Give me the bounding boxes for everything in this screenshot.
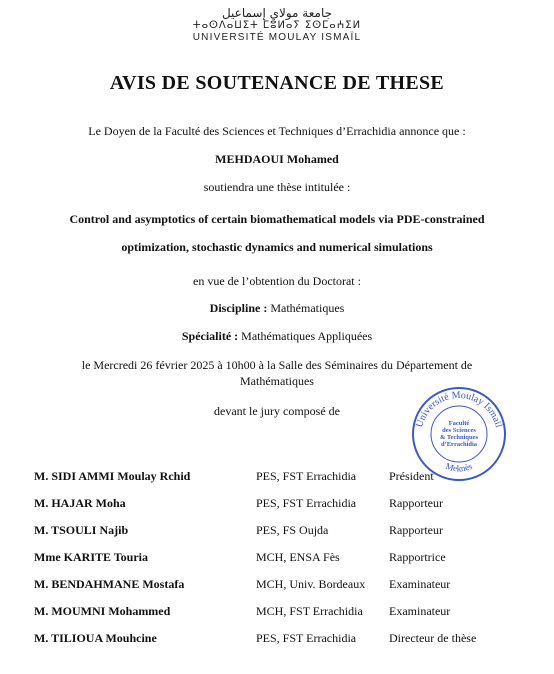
- jury-member-affiliation: PES, FST Errachidia: [256, 469, 357, 483]
- jury-member-affiliation: PES, FST Errachidia: [256, 631, 357, 645]
- stamp-inner-3: & Techniques: [439, 434, 479, 441]
- date-line-1: le Mercredi 26 février 2025 à 10h00 à la Salle des Séminaires du Département de: [81, 358, 473, 372]
- university-logo: [0, 6, 554, 44]
- speciality-line: [0, 329, 554, 344]
- date-line-2: Mathématiques: [240, 374, 314, 388]
- jury-member-role: Examinateur: [389, 604, 451, 618]
- jury-member-name: M. SIDI AMMI Moulay Rchid: [34, 469, 191, 483]
- jury-member-name: M. MOUMNI Mohammed: [34, 604, 171, 618]
- page-title: AVIS DE SOUTENANCE DE THESE: [109, 72, 445, 94]
- logo-arabic-text: جامعة مولاي إسماعيل: [221, 6, 333, 20]
- jury-row: [34, 523, 534, 539]
- stamp-bottom-text: Meknès: [444, 460, 474, 474]
- jury-member-affiliation: MCH, FST Errachidia: [256, 604, 363, 618]
- defense-intro: soutiendra une thèse intitulée :: [203, 180, 351, 194]
- jury-member-name: M. TILIOUA Mouhcine: [34, 631, 157, 645]
- jury-row: [34, 496, 534, 512]
- jury-member-name: M. HAJAR Moha: [34, 496, 126, 510]
- jury-member-affiliation: MCH, Univ. Bordeaux: [256, 577, 366, 591]
- jury-member-affiliation: PES, FST Errachidia: [256, 496, 357, 510]
- jury-member-name: M. TSOULI Najib: [34, 523, 129, 537]
- stamp-inner-1: Faculté: [448, 420, 470, 427]
- discipline-label: Discipline :: [209, 301, 268, 315]
- jury-member-affiliation: MCH, ENSA Fès: [256, 550, 340, 564]
- jury-row: [34, 550, 534, 566]
- jury-member-affiliation: PES, FS Oujda: [256, 523, 329, 537]
- jury-member-role: Examinateur: [389, 577, 451, 591]
- jury-member-role: Rapportrice: [389, 550, 446, 564]
- jury-member-role: Rapporteur: [389, 523, 443, 537]
- jury-member-role: Président: [389, 469, 434, 483]
- speciality-label: Spécialité :: [181, 329, 239, 343]
- thesis-title-line-2: optimization, stochastic dynamics and numerical simulations: [121, 240, 433, 254]
- jury-member-name: M. BENDAHMANE Mostafa: [34, 577, 185, 591]
- candidate-name: MEHDAOUI Mohamed: [215, 152, 339, 166]
- jury-member-role: Rapporteur: [389, 496, 443, 510]
- jury-row: [34, 604, 534, 620]
- stamp-inner-2: des Sciences: [442, 427, 476, 434]
- announcement-text: Le Doyen de la Faculté des Sciences et Techniques d’Errachidia annonce que :: [88, 124, 466, 138]
- jury-row: [34, 631, 534, 647]
- jury-row: [34, 469, 534, 485]
- jury-member-role: Directeur de thèse: [389, 631, 477, 645]
- jury-intro: devant le jury composé de: [214, 404, 340, 418]
- stamp-outer-text: Université Moulay Ismaïl: [414, 389, 504, 429]
- logo-latin-text: UNIVERSITÉ MOULAY ISMAÏL: [192, 32, 362, 43]
- jury-row: [34, 577, 534, 593]
- stamp-inner-4: d’Errachidia: [440, 441, 478, 448]
- logo-tifinagh-text: ⵜⴰⵙⴷⴰⵡⵉⵜ ⵎⵓⵍⴰⵢ ⵉⵙⵎⴰⵄⵉⵍ: [192, 20, 362, 31]
- thesis-title-line-1: Control and asymptotics of certain biomathematical models via PDE-constrained: [69, 212, 485, 226]
- discipline-line: [0, 301, 554, 316]
- discipline-value: Mathématiques: [270, 301, 345, 315]
- jury-member-name: Mme KARITE Touria: [34, 550, 149, 564]
- degree-text: en vue de l’obtention du Doctorat :: [193, 274, 361, 288]
- speciality-value: Mathématiques Appliquées: [241, 329, 373, 343]
